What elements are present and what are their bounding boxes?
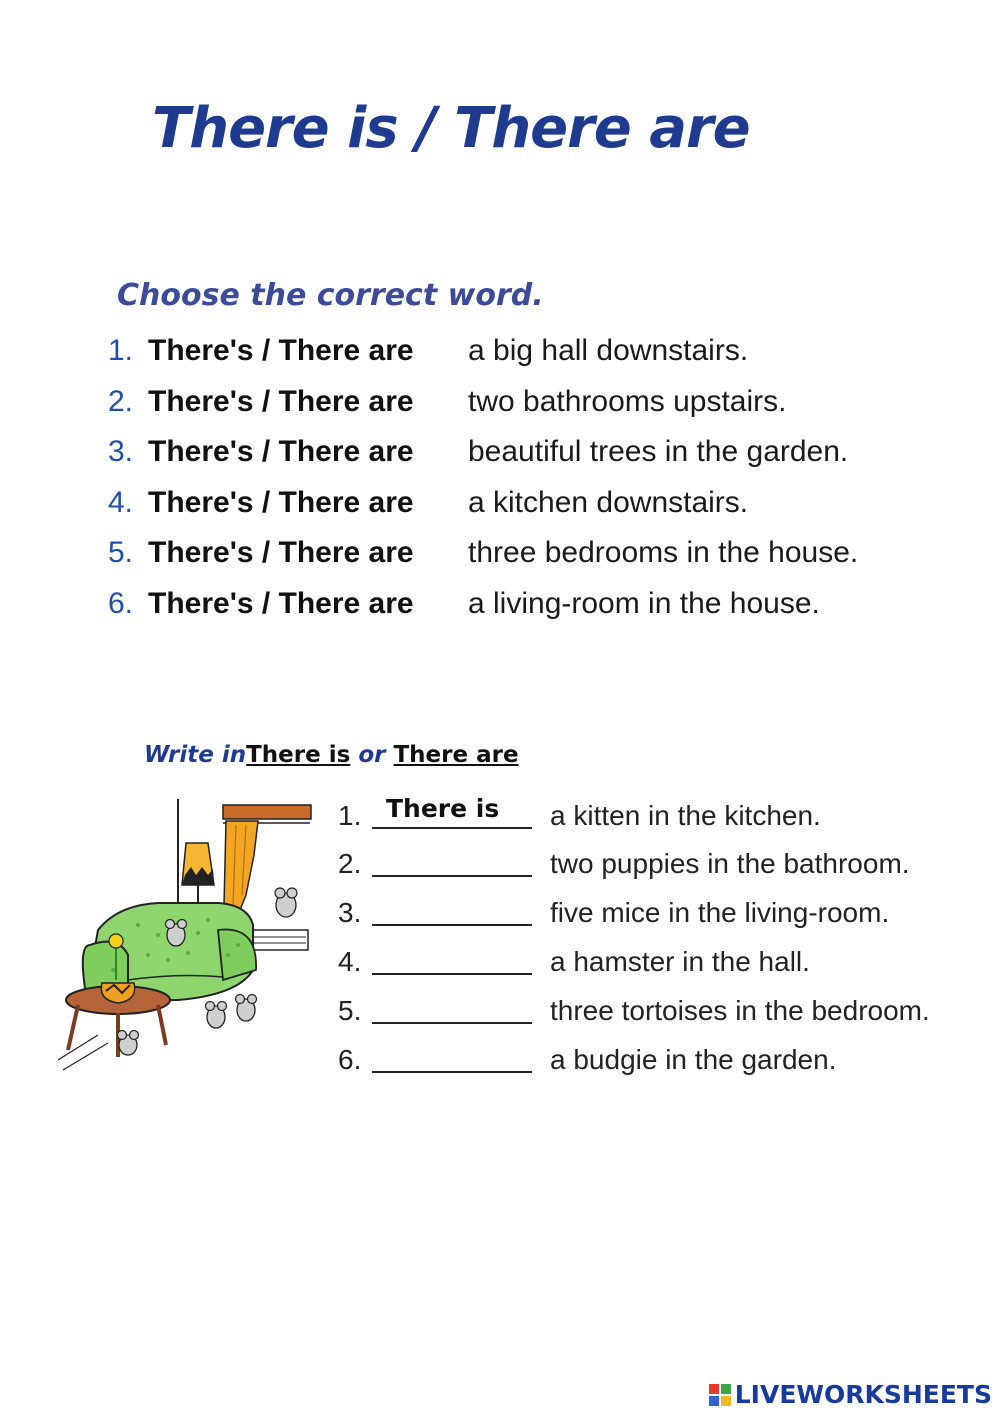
item-number: 1. bbox=[108, 334, 134, 367]
answer-blank[interactable] bbox=[372, 847, 532, 877]
sentence-text: beautiful trees in the garden. bbox=[468, 435, 849, 468]
list-item bbox=[338, 1042, 836, 1078]
list-item bbox=[108, 483, 748, 523]
item-number: 2. bbox=[338, 848, 362, 879]
item-number: 5. bbox=[108, 536, 134, 569]
choice-options[interactable]: There's / There are bbox=[148, 334, 414, 367]
section1-heading: Choose the correct word. bbox=[117, 278, 544, 313]
list-item bbox=[338, 993, 930, 1029]
sentence-text: a kitchen downstairs. bbox=[468, 486, 749, 519]
item-number: 3. bbox=[108, 435, 134, 468]
item-number: 3. bbox=[338, 897, 362, 928]
item-number: 4. bbox=[108, 486, 134, 519]
item-number: 6. bbox=[108, 587, 134, 620]
list-item bbox=[108, 432, 848, 472]
choice-options[interactable]: There's / There are bbox=[148, 385, 414, 418]
list-item bbox=[108, 584, 820, 624]
sentence-text: three bedrooms in the house. bbox=[468, 536, 859, 569]
choice-options[interactable]: There's / There are bbox=[148, 486, 414, 519]
list-item bbox=[338, 944, 810, 980]
answer-blank[interactable] bbox=[372, 945, 532, 975]
liveworksheets-logo bbox=[709, 1380, 992, 1409]
answer-blank[interactable] bbox=[372, 896, 532, 926]
list-item bbox=[338, 895, 889, 931]
item-number: 5. bbox=[338, 995, 362, 1026]
item-number: 2. bbox=[108, 385, 134, 418]
answer-text: There is bbox=[386, 794, 500, 823]
heading-option-there-are: There are bbox=[393, 742, 519, 768]
heading-or: or bbox=[358, 742, 386, 768]
sentence-text: a big hall downstairs. bbox=[468, 334, 749, 367]
item-number: 1. bbox=[338, 800, 362, 831]
item-number: 6. bbox=[338, 1044, 362, 1075]
page-title: There is / There are bbox=[152, 96, 750, 161]
list-item bbox=[108, 533, 858, 573]
answer-blank[interactable] bbox=[372, 1043, 532, 1073]
heading-intro: Write in bbox=[144, 742, 247, 768]
living-room-illustration bbox=[58, 795, 328, 1075]
liveworksheets-logo-icon bbox=[709, 1384, 731, 1406]
sentence-text: a budgie in the garden. bbox=[550, 1044, 837, 1075]
choice-options[interactable]: There's / There are bbox=[148, 435, 414, 468]
choice-options[interactable]: There's / There are bbox=[148, 587, 414, 620]
list-item bbox=[338, 846, 910, 882]
answer-blank[interactable] bbox=[372, 994, 532, 1024]
sentence-text: three tortoises in the bedroom. bbox=[550, 995, 930, 1026]
choice-options[interactable]: There's / There are bbox=[148, 536, 414, 569]
list-item bbox=[338, 794, 821, 834]
heading-option-there-is: There is bbox=[246, 742, 351, 768]
list-item bbox=[108, 382, 786, 422]
item-number: 4. bbox=[338, 946, 362, 977]
brand-text: LIVEWORKSHEETS bbox=[734, 1380, 992, 1409]
sentence-text: five mice in the living-room. bbox=[550, 897, 890, 928]
section2-heading bbox=[144, 742, 519, 768]
answer-blank[interactable] bbox=[372, 794, 532, 829]
sentence-text: a kitten in the kitchen. bbox=[550, 800, 821, 831]
sentence-text: a hamster in the hall. bbox=[550, 946, 810, 977]
sentence-text: two bathrooms upstairs. bbox=[468, 385, 787, 418]
sentence-text: a living-room in the house. bbox=[468, 587, 820, 620]
sentence-text: two puppies in the bathroom. bbox=[550, 848, 910, 879]
list-item bbox=[108, 331, 748, 371]
